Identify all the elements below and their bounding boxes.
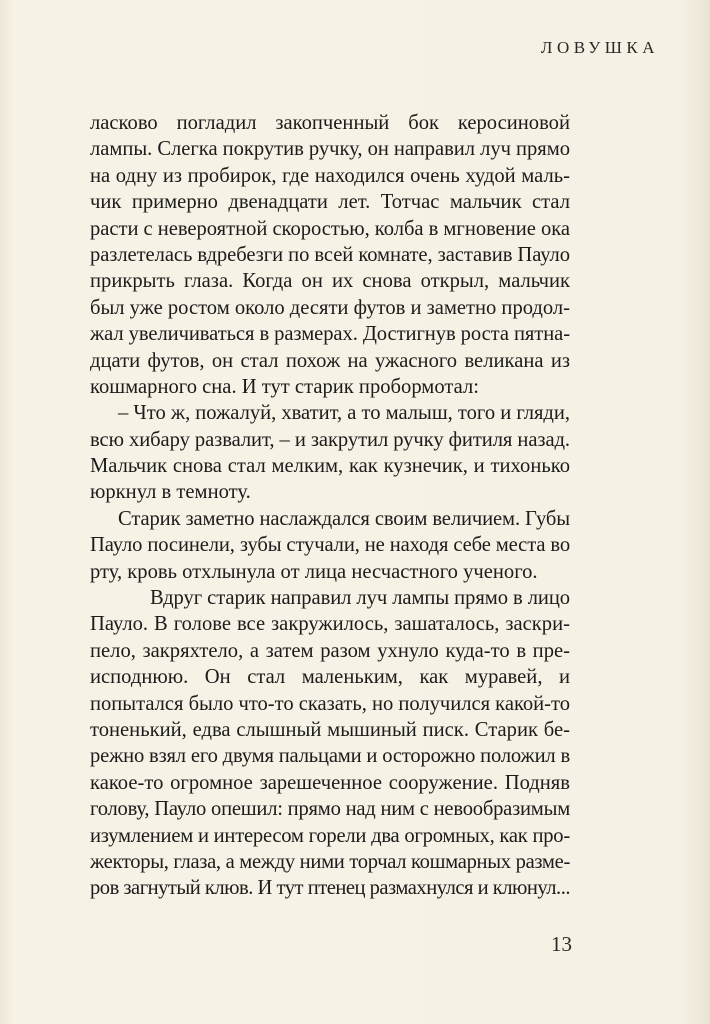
text-line: режно взял его двумя пальцами и осторожно положил в	[90, 745, 570, 768]
text-line: изумлением и интересом горели два огромных, как про-	[90, 824, 570, 847]
text-line: чик примерно двенадцати лет. Тотчас мальчик стал	[90, 191, 570, 214]
text-line: пело, закряхтело, а затем разом ухнуло куда-то в пре-	[90, 639, 570, 662]
text-line: прикрыть глаза. Когда он их снова открыл, мальчик	[90, 270, 570, 293]
text-line: был уже ростом около десяти футов и заметно продол-	[90, 296, 570, 319]
running-head: ЛОВУШКА	[540, 38, 659, 57]
text-line: Мальчик снова стал мелким, как кузнечик, и тихонько	[90, 455, 570, 478]
page-number: 13	[551, 932, 572, 956]
text-line: исподнюю. Он стал маленьким, как муравей, и	[90, 666, 570, 689]
text-line: кошмарного сна. И тут старик пробормотал:	[90, 375, 479, 398]
body-text	[90, 110, 570, 902]
text-line: голову, Пауло опешил: прямо над ним с невообразимым	[90, 798, 570, 821]
text-line: Вдруг старик направил луч лампы прямо в лицо	[150, 587, 570, 610]
text-line: на одну из пробирок, где находился очень худой маль-	[90, 164, 570, 187]
text-line: всю хибару развалит, – и закрутил ручку фитиля назад.	[90, 428, 571, 451]
paragraph-4	[90, 585, 570, 902]
paragraph-2	[90, 400, 570, 506]
text-line: Пауло посинели, зубы стучали, не находя себе места во	[90, 534, 570, 557]
text-line: какое-то огромное зарешеченное сооружение. Подняв	[90, 771, 570, 794]
text-line: ров загнутый клюв. И тут птенец размахнулся и клюнул...	[90, 877, 570, 900]
text-line: расти с невероятной скоростью, колба в мгновение ока	[90, 217, 571, 240]
text-line: лампы. Слегка покрутив ручку, он направил луч прямо	[90, 138, 570, 161]
text-line: жал увеличиваться в размерах. Достигнув роста пятна-	[90, 323, 571, 346]
text-line: – Что ж, пожалуй, хватит, а то малыш, того и гляди,	[118, 402, 570, 425]
text-line: попытался было что-то сказать, но получился какой-то	[90, 692, 570, 715]
text-line: рту, кровь отхлынула от лица несчастного ученого.	[90, 560, 538, 583]
text-line: ласково погладил закопченный бок керосиновой	[90, 112, 570, 134]
paragraph-3	[90, 506, 570, 585]
text-line: тоненький, едва слышный мышиный писк. Старик бе-	[90, 718, 570, 741]
text-line: дцати футов, он стал похож на ужасного великана из	[90, 349, 570, 372]
text-line: разлетелась вдребезги по всей комнате, заставив Пауло	[90, 243, 570, 266]
text-line: Старик заметно наслаждался своим величием. Губы	[118, 507, 571, 530]
text-line: юркнул в темноту.	[90, 481, 251, 504]
text-line: Пауло. В голове все закружилось, зашаталось, заскри-	[90, 613, 570, 636]
text-line: жекторы, глаза, а между ними торчал кошмарных разме-	[90, 850, 570, 873]
paragraph-1	[90, 110, 570, 400]
